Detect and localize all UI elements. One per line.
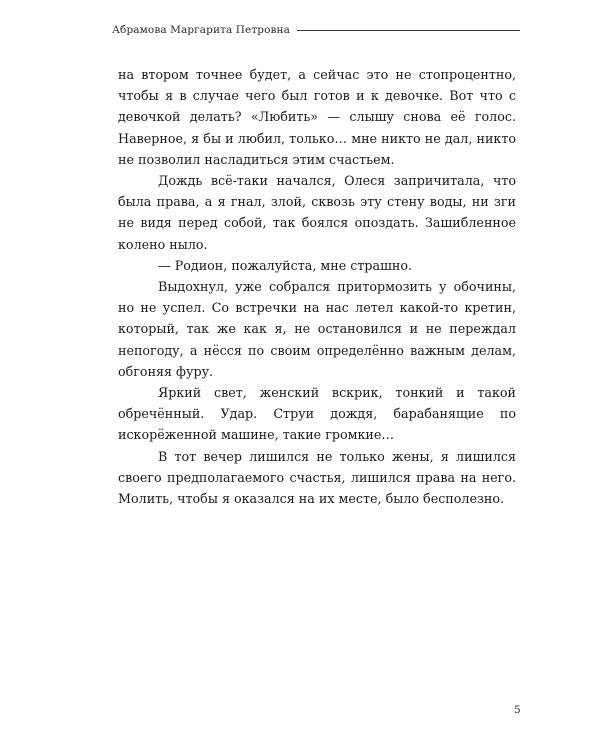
paragraph: Выдохнул, уже собрался притормозить у обочины, но не успел. Со встречки на нас летел какой-то кретин, который, так же как я, не остановился и не переждал непогоду, а нёсся по своим определённо важным делам, обгоняя фуру. (118, 279, 516, 379)
paragraph: на втором точнее будет, а сейчас это не стопроцентно, чтобы я в случае чего был готов и к девочке. Вот что с девочкой делать? «Любить» — слышу снова её голос. Наверное, я бы и любил, только… мне никто не дал, никто не позволил насладиться этим счастьем. (118, 67, 516, 167)
body-text (118, 64, 516, 509)
running-header (112, 22, 520, 38)
page-number: 5 (514, 704, 521, 716)
paragraph: В тот вечер лишился не только жены, я лишился своего предполагаемого счастья, лишился права на него. Молить, чтобы я оказался на их месте, было бесполезно. (118, 448, 516, 507)
header-rule (297, 30, 520, 31)
paragraph: Дождь всё-таки начался, Олеся запричитала, что была права, а я гнал, злой, сквозь эту стену воды, ни зги не видя перед собой, так боялся опоздать. Зашибленное колено ныло. (118, 173, 516, 252)
paragraph: — Родион, пожалуйста, мне страшно. (158, 257, 412, 273)
paragraph: Яркий свет, женский вскрик, тонкий и такой обречённый. Удар. Струи дождя, барабанящие по искорёженной машине, такие громкие… (118, 385, 516, 443)
running-header-title: Абрамова Маргарита Петровна (112, 24, 290, 36)
